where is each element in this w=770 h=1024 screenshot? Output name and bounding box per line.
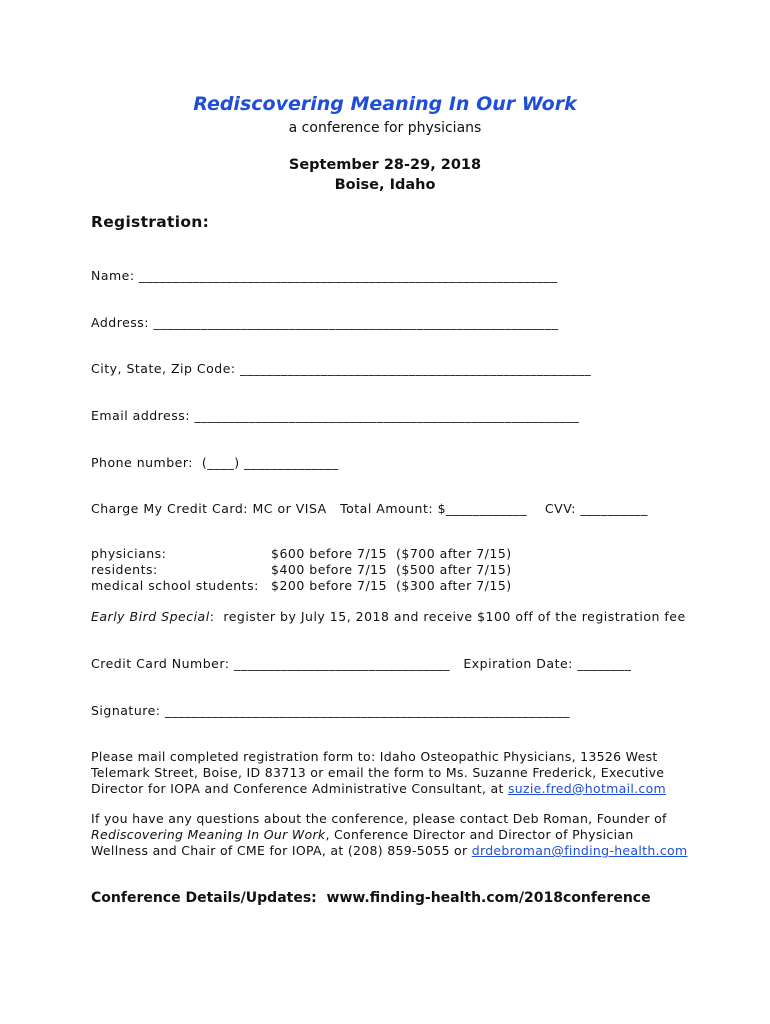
- questions-paragraph: [91, 811, 691, 859]
- conference-details-line: Conference Details/Updates: www.finding-health.com/2018conference: [91, 890, 651, 906]
- credit-card-charge-line: Charge My Credit Card: MC or VISA Total Amount: $____________ CVV: __________: [91, 501, 648, 516]
- city-state-zip-field-line: City, State, Zip Code: ____________________________________________________: [91, 361, 592, 376]
- mail-instructions-text: Please mail completed registration form to: Idaho Osteopathic Physicians, 13526 West Telemark Street, Boise, ID 83713 or email the form to Ms. Suzanne Frederick, Executive Director for IOPA and Conference Administrative Consultant, at: [91, 749, 665, 796]
- price-value: $600 before 7/15 ($700 after 7/15): [271, 546, 512, 561]
- questions-text-before: If you have any questions about the conference, please contact Deb Roman, Founder of: [91, 811, 667, 826]
- signature-line: Signature: ____________________________________________________________: [91, 703, 570, 718]
- early-bird-line: [91, 609, 686, 624]
- price-row: [91, 546, 512, 562]
- mail-instructions-paragraph: [91, 749, 691, 797]
- director-email-link[interactable]: drdebroman@finding-health.com: [471, 843, 688, 858]
- conference-date: September 28-29, 2018: [288, 157, 482, 173]
- conference-title: Rediscovering Meaning In Our Work: [193, 93, 577, 115]
- price-value: $200 before 7/15 ($300 after 7/15): [271, 578, 512, 593]
- price-row: [91, 562, 512, 578]
- address-field-line: Address: ____________________________________________________________: [91, 315, 559, 330]
- name-field-line: Name: ______________________________________________________________: [91, 268, 558, 283]
- price-label: medical school students:: [91, 578, 259, 593]
- price-row: [91, 578, 512, 594]
- card-number-line: Credit Card Number: ________________________________ Expiration Date: ________: [91, 656, 632, 671]
- price-label: physicians:: [91, 546, 167, 561]
- conference-title-italic: Rediscovering Meaning In Our Work: [91, 827, 326, 842]
- early-bird-text: : register by July 15, 2018 and receive $100 off of the registration fee: [209, 609, 686, 624]
- conference-subtitle: a conference for physicians: [288, 120, 482, 136]
- conference-location: Boise, Idaho: [334, 177, 436, 193]
- questions-text-after: , Conference Director and Director of Physician Wellness and Chair of CME for IOPA, at (208) 859-5055 or: [91, 827, 634, 858]
- registration-heading: Registration:: [91, 213, 210, 231]
- admin-email-link[interactable]: suzie.fred@hotmail.com: [507, 781, 667, 796]
- price-value: $400 before 7/15 ($500 after 7/15): [271, 562, 512, 577]
- early-bird-label: Early Bird Special: [91, 609, 210, 624]
- price-table: [91, 546, 512, 594]
- phone-field-line: Phone number: (____) ______________: [91, 455, 339, 470]
- price-label: residents:: [91, 562, 158, 577]
- email-field-line: Email address: _________________________________________________________: [91, 408, 580, 423]
